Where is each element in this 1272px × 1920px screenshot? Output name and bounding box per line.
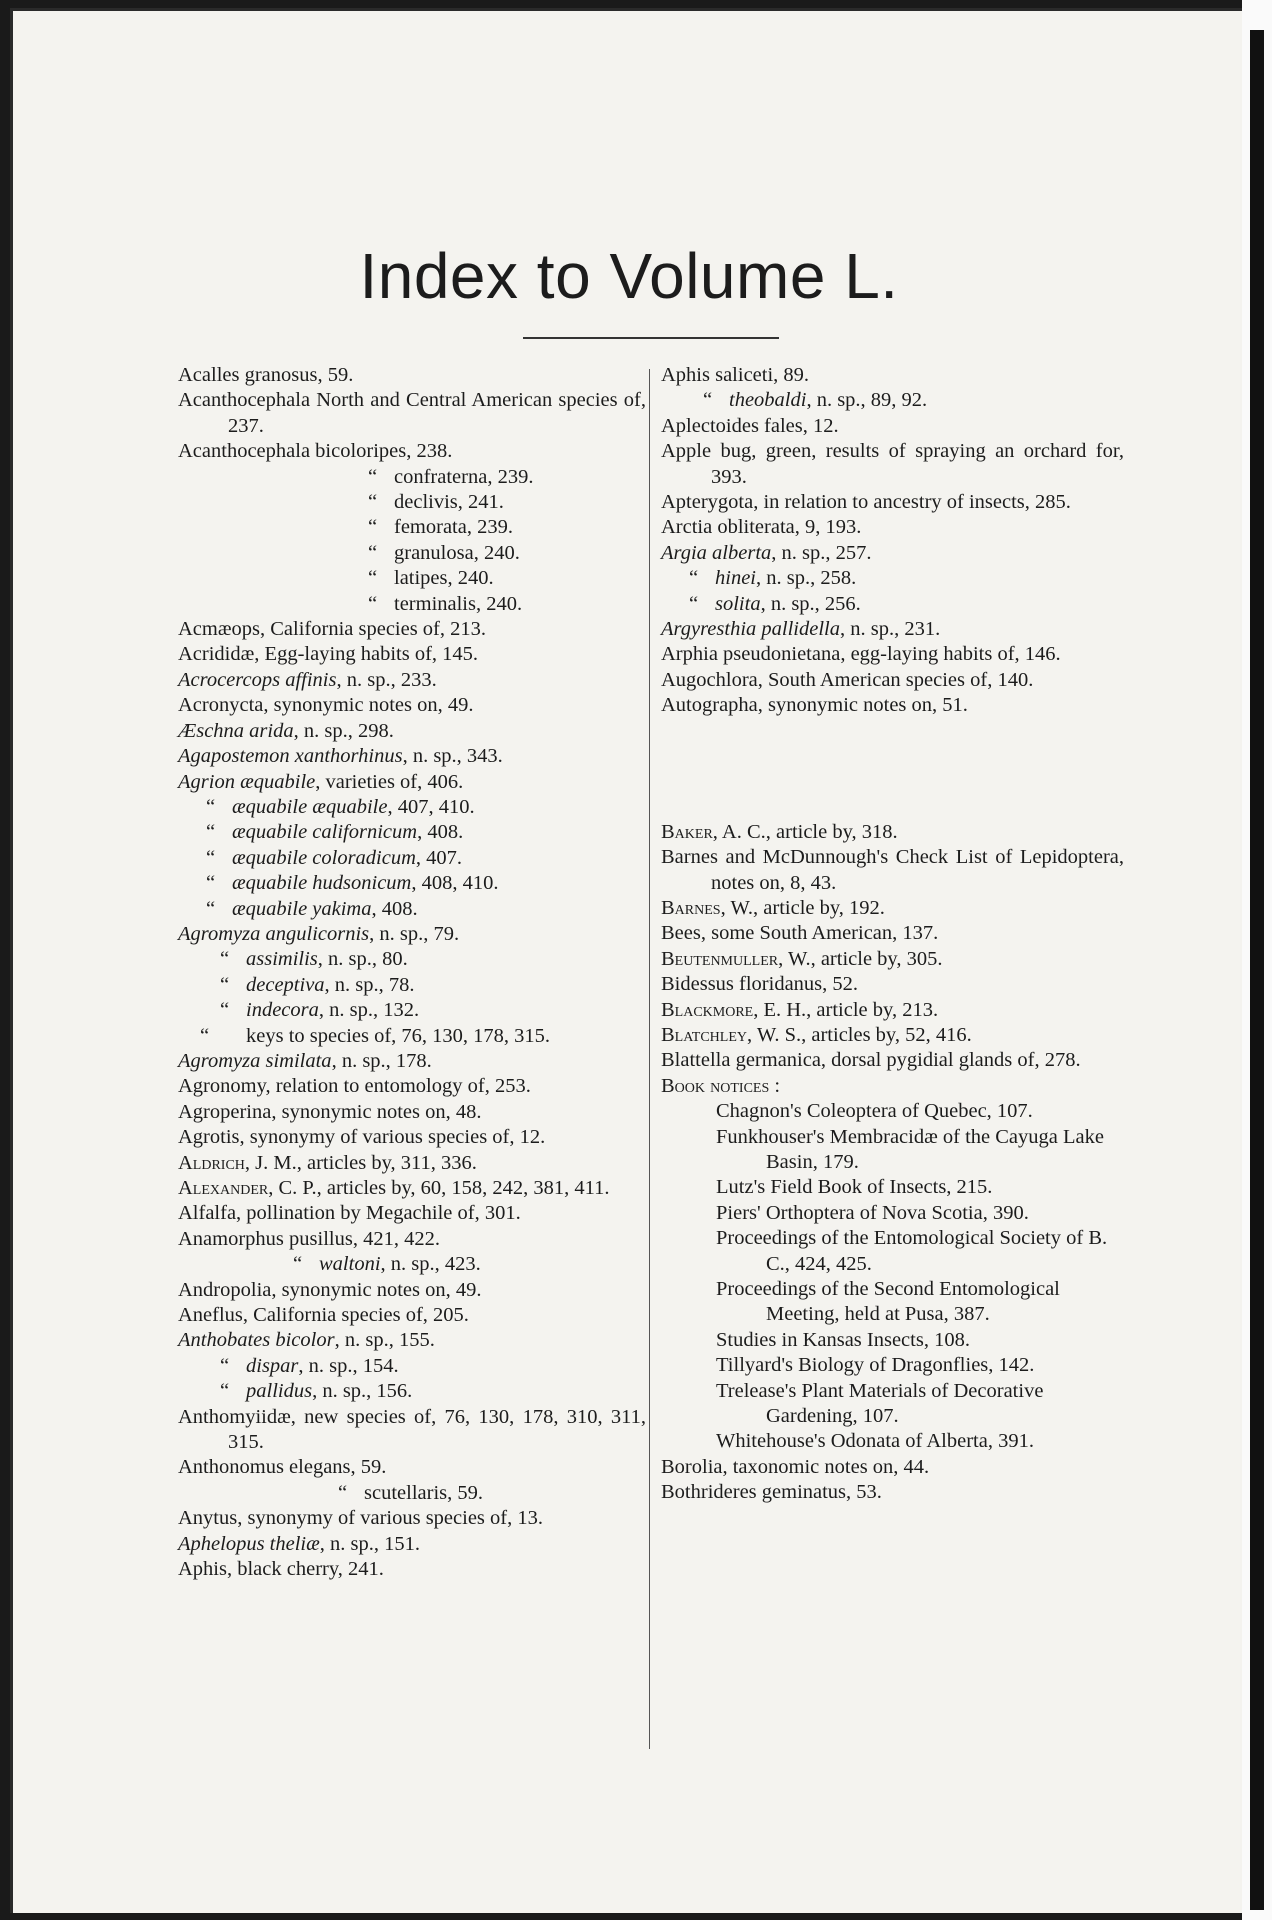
index-entry: Agronomy, relation to entomology of, 253. xyxy=(178,1075,531,1098)
index-entry: “ hinei, n. sp., 258. xyxy=(661,566,1124,591)
index-entry: Agrotis, synonymy of various species of, 12. xyxy=(178,1126,546,1149)
index-entry: Proceedings of the Entomological Society of B. C., 424, 425. xyxy=(716,1227,1108,1275)
index-entry: Blatchley, W. S., articles by, 52, 416. xyxy=(661,1023,972,1046)
index-entry: “ latipes, 240. xyxy=(178,566,646,591)
index-entry: “ pallidus, n. sp., 156. xyxy=(178,1379,646,1404)
index-entry: Acanthocephala North and Central American species of, 237. xyxy=(178,389,646,437)
scan-edge xyxy=(1242,0,1272,1920)
index-entry: Chagnon's Coleoptera of Quebec, 107. xyxy=(716,1100,1033,1123)
index-entry: “ scutellaris, 59. xyxy=(178,1481,646,1506)
index-entry: Lutz's Field Book of Insects, 215. xyxy=(716,1176,993,1199)
index-entry: Proceedings of the Second Entomological Meeting, held at Pusa, 387. xyxy=(716,1278,1060,1326)
index-entry: Acrididæ, Egg-laying habits of, 145. xyxy=(178,643,479,666)
index-entry: Anamorphus pusillus, 421, 422. xyxy=(178,1227,440,1250)
ditto-mark: “ xyxy=(293,1253,303,1276)
index-entry: Agromyza angulicornis, n. sp., 79. xyxy=(178,922,460,945)
index-entry: Acrocercops affinis, n. sp., 233. xyxy=(178,668,437,691)
index-entry: Anytus, synonymy of various species of, 13. xyxy=(178,1507,543,1530)
index-entry: “ æquabile californicum, 408. xyxy=(178,820,646,845)
index-entry: Anthomyiidæ, new species of, 76, 130, 178, 310, 311, 315. xyxy=(178,1405,646,1454)
column-divider xyxy=(649,369,650,1749)
index-column-right xyxy=(661,363,1124,1506)
page-title: Index to Volume L. xyxy=(359,240,899,312)
index-entry: Agapostemon xanthorhinus, n. sp., 343. xyxy=(178,745,503,768)
index-entry: Augochlora, South American species of, 140. xyxy=(661,668,1034,691)
index-entry: Arctia obliterata, 9, 193. xyxy=(661,516,862,539)
index-entry: “ theobaldi, n. sp., 89, 92. xyxy=(661,388,1124,413)
index-entry: Blattella germanica, dorsal pygidial glands of, 278. xyxy=(661,1049,1081,1072)
ditto-mark: “ xyxy=(703,389,713,412)
index-entry: Blackmore, E. H., article by, 213. xyxy=(661,998,939,1021)
index-page xyxy=(10,8,1242,1913)
index-entry: Anthobates bicolor, n. sp., 155. xyxy=(178,1329,435,1352)
index-entry: Apterygota, in relation to ancestry of insects, 285. xyxy=(661,491,1071,514)
index-entry: Aldrich, J. M., articles by, 311, 336. xyxy=(178,1151,477,1174)
index-entry: Andropolia, synonymic notes on, 49. xyxy=(178,1278,482,1301)
index-column-left xyxy=(178,363,646,1583)
ditto-mark: “ xyxy=(220,973,230,996)
index-entry: Alfalfa, pollination by Megachile of, 301. xyxy=(178,1202,521,1225)
index-entry: Acmæops, California species of, 213. xyxy=(178,618,487,641)
index-entry: “ femorata, 239. xyxy=(178,515,646,540)
index-entry: “ æquabile æquabile, 407, 410. xyxy=(178,795,646,820)
index-entry: Autographa, synonymic notes on, 51. xyxy=(661,694,968,717)
index-entry: Studies in Kansas Insects, 108. xyxy=(716,1328,970,1351)
ditto-mark: “ xyxy=(689,567,699,590)
index-entry: Bothrideres geminatus, 53. xyxy=(661,1481,882,1504)
index-entry: Acanthocephala bicoloripes, 238. xyxy=(178,440,453,463)
ditto-mark: “ xyxy=(368,465,378,488)
index-entry: Bees, some South American, 137. xyxy=(661,922,939,945)
ditto-mark: “ xyxy=(200,1024,210,1047)
index-entry: “ keys to species of, 76, 130, 178, 315. xyxy=(178,1024,646,1049)
index-entry: “ declivis, 241. xyxy=(178,490,646,515)
ditto-mark: “ xyxy=(368,516,378,539)
ditto-mark: “ xyxy=(368,567,378,590)
index-entry: “ dispar, n. sp., 154. xyxy=(178,1354,646,1379)
index-entry: “ assimilis, n. sp., 80. xyxy=(178,947,646,972)
index-entry: Aphelopus theliæ, n. sp., 151. xyxy=(178,1532,421,1555)
ditto-mark: “ xyxy=(206,872,216,895)
index-entry: Agroperina, synonymic notes on, 48. xyxy=(178,1100,482,1123)
index-entry: “ æquabile coloradicum, 407. xyxy=(178,846,646,871)
index-entry: “ granulosa, 240. xyxy=(178,541,646,566)
title-rule xyxy=(523,337,779,339)
index-entry: Whitehouse's Odonata of Alberta, 391. xyxy=(716,1430,1034,1453)
index-entry: Argyresthia pallidella, n. sp., 231. xyxy=(661,618,941,641)
index-entry: Bidessus floridanus, 52. xyxy=(661,973,859,996)
index-entry: Piers' Orthoptera of Nova Scotia, 390. xyxy=(716,1201,1029,1224)
ditto-mark: “ xyxy=(368,592,378,615)
index-entry: Baker, A. C., article by, 318. xyxy=(661,820,898,843)
index-entry: Agromyza similata, n. sp., 178. xyxy=(178,1049,432,1072)
index-entry: Aplectoides fales, 12. xyxy=(661,414,839,437)
ditto-mark: “ xyxy=(220,1380,230,1403)
index-entry: Trelease's Plant Materials of Decorative Gardening, 107. xyxy=(716,1379,1044,1428)
section-gap xyxy=(661,719,1124,820)
index-entry: Acronycta, synonymic notes on, 49. xyxy=(178,694,474,717)
index-entry: “ confraterna, 239. xyxy=(178,465,646,490)
index-entry: Barnes and McDunnough's Check List of Lepidoptera, notes on, 8, 43. xyxy=(661,846,1124,894)
index-entry: Barnes, W., article by, 192. xyxy=(661,896,885,919)
ditto-mark: “ xyxy=(338,1481,348,1504)
index-entry: Apple bug, green, results of spraying an orchard for, 393. xyxy=(661,440,1124,488)
index-entry: “ indecora, n. sp., 132. xyxy=(178,998,646,1023)
ditto-mark: “ xyxy=(368,491,378,514)
ditto-mark: “ xyxy=(368,541,378,564)
index-entry: Aphis saliceti, 89. xyxy=(661,364,810,386)
ditto-mark: “ xyxy=(689,592,699,615)
index-entry: Beutenmuller, W., article by, 305. xyxy=(661,947,943,970)
index-entry: Aphis, black cherry, 241. xyxy=(178,1558,384,1581)
ditto-mark: “ xyxy=(220,1354,230,1377)
index-entry: Anthonomus elegans, 59. xyxy=(178,1456,387,1479)
ditto-mark: “ xyxy=(220,948,230,971)
index-entry: Funkhouser's Membracidæ of the Cayuga Lake Basin, 179. xyxy=(716,1125,1104,1173)
index-entry: Alexander, C. P., articles by, 60, 158, 242, 381, 411. xyxy=(178,1177,610,1199)
index-entry: “ deceptiva, n. sp., 78. xyxy=(178,973,646,998)
ditto-mark: “ xyxy=(206,795,216,818)
index-entry: Arphia pseudonietana, egg-laying habits of, 146. xyxy=(661,643,1061,666)
ditto-mark: “ xyxy=(206,897,216,920)
index-entry: Æschna arida, n. sp., 298. xyxy=(178,719,394,742)
ditto-mark: “ xyxy=(220,999,230,1022)
index-entry: Aneflus, California species of, 205. xyxy=(178,1304,469,1327)
index-entry: Tillyard's Biology of Dragonflies, 142. xyxy=(716,1354,1035,1377)
ditto-mark: “ xyxy=(206,821,216,844)
index-entry: “ æquabile yakima, 408. xyxy=(178,897,646,922)
index-entry: “ æquabile hudsonicum, 408, 410. xyxy=(178,871,646,896)
index-entry: Agrion æquabile, varieties of, 406. xyxy=(178,770,464,793)
index-entry: “ waltoni, n. sp., 423. xyxy=(178,1252,646,1277)
ditto-mark: “ xyxy=(206,846,216,869)
index-entry: Argia alberta, n. sp., 257. xyxy=(661,541,872,564)
index-entry: “ solita, n. sp., 256. xyxy=(661,592,1124,617)
index-entry: Book notices : xyxy=(661,1074,781,1097)
index-entry: “ terminalis, 240. xyxy=(178,592,646,617)
index-entry: Borolia, taxonomic notes on, 44. xyxy=(661,1455,930,1478)
index-entry: Acalles granosus, 59. xyxy=(178,364,354,386)
